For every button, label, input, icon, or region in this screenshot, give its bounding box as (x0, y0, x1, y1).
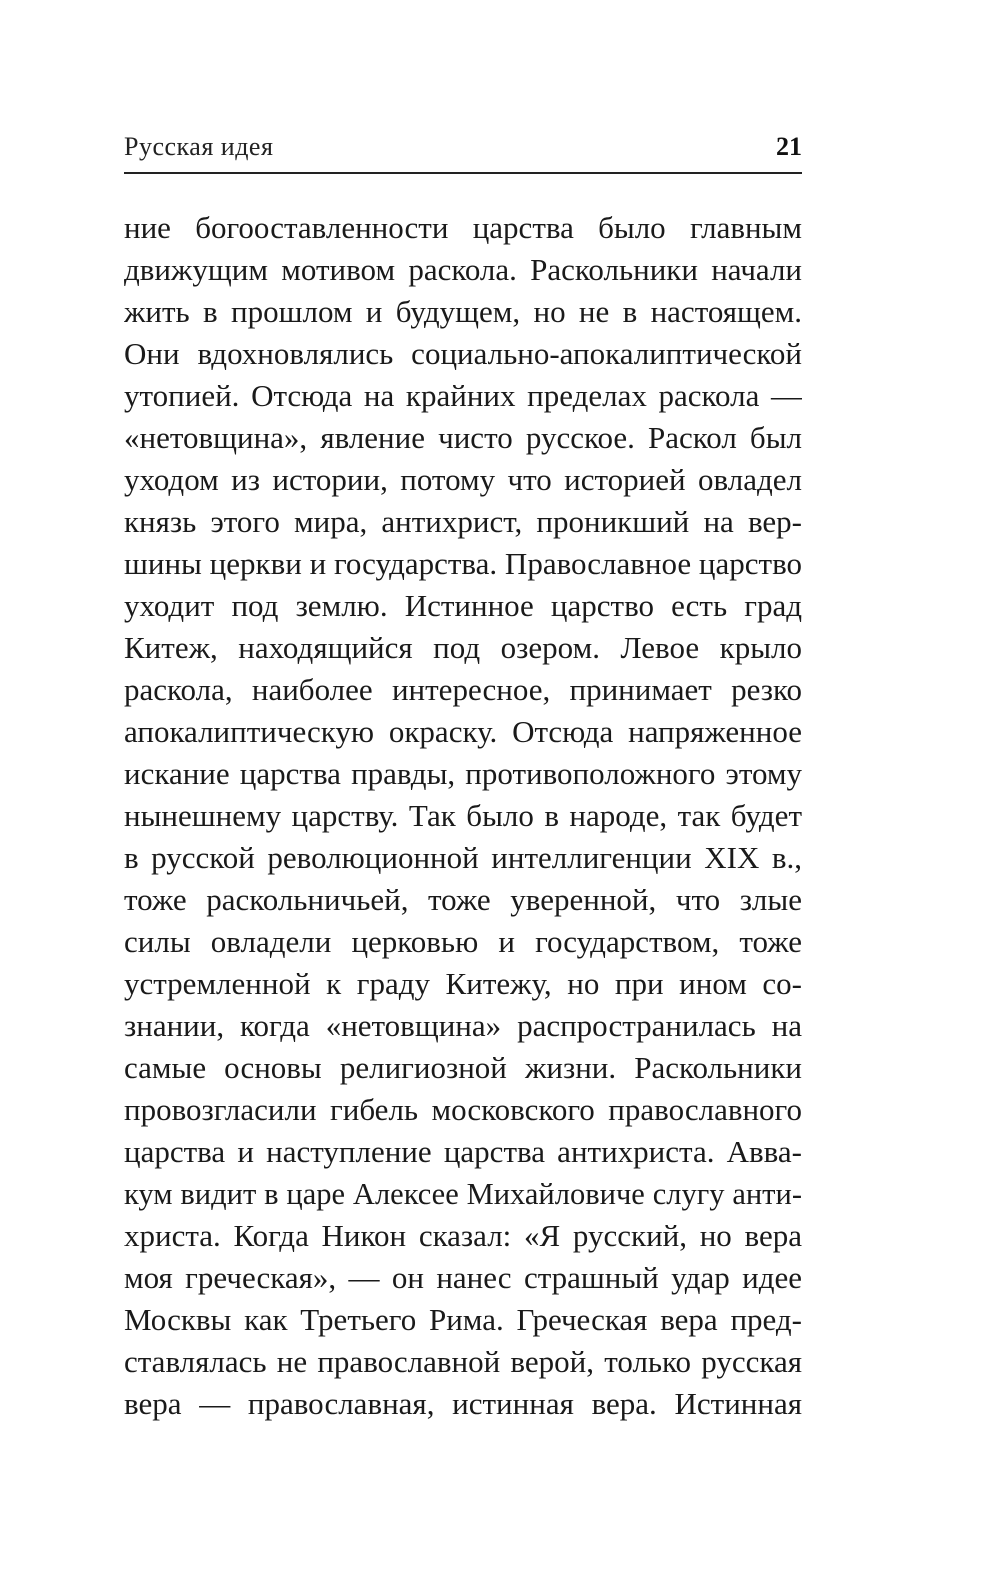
text-line: уходом из истории, потому что историей овладел (124, 462, 802, 497)
text-line: «нетовщина», явление чисто русское. Раскол был (124, 420, 802, 455)
text-line: знании, когда «нетовщина» распространилась на (124, 1008, 802, 1043)
text-line: ставлялась не православной верой, только русская (124, 1344, 802, 1379)
body-text (124, 207, 802, 1425)
text-line: самые основы религиозной жизни. Раскольники (124, 1050, 802, 1085)
header-rule (124, 172, 802, 174)
text-line: устремленной к граду Китежу, но при ином со- (124, 966, 802, 1001)
text-line: апокалиптическую окраску. Отсюда напряженное (124, 714, 802, 749)
text-line: искание царства правды, противоположного этому (124, 756, 802, 791)
text-line: вера — православная, истинная вера. Истинная (124, 1386, 802, 1421)
text-line: нынешнему царству. Так было в народе, так будет (124, 798, 802, 833)
text-line: ние богооставленности царства было главным (124, 210, 802, 245)
text-line: утопией. Отсюда на крайних пределах раскола — (124, 378, 802, 413)
text-line: кум видит в царе Алексее Михайловиче слугу анти- (124, 1177, 802, 1211)
text-line: жить в прошлом и будущем, но не в настоящем. (124, 294, 802, 329)
text-line: христа. Когда Никон сказал: «Я русский, но вера (124, 1218, 802, 1253)
text-line: силы овладели церковью и государством, тоже (124, 924, 802, 959)
text-line: в русской революционной интеллигенции XIX в., (124, 840, 802, 875)
running-header (124, 132, 802, 172)
text-line: раскола, наиболее интересное, принимает резко (124, 672, 802, 707)
text-line: шины церкви и государства. Православное царство (124, 546, 802, 581)
running-head-title: Русская идея (124, 132, 274, 161)
text-line: князь этого мира, антихрист, проникший на вер- (124, 504, 802, 539)
text-line: движущим мотивом раскола. Раскольники начали (124, 252, 802, 287)
text-line: царства и наступление царства антихриста. Авва- (124, 1134, 802, 1169)
page-number: 21 (776, 132, 802, 161)
text-line: Москвы как Третьего Рима. Греческая вера пред- (124, 1302, 802, 1337)
text-line: Они вдохновлялись социально-апокалиптической (124, 336, 802, 371)
text-line: уходит под землю. Истинное царство есть град (124, 588, 802, 623)
text-line: Китеж, находящийся под озером. Левое крыло (124, 630, 802, 665)
text-line: моя греческая», — он нанес страшный удар идее (124, 1260, 802, 1295)
text-line: провозгласили гибель московского православного (124, 1092, 802, 1127)
text-line: тоже раскольничьей, тоже уверенной, что злые (124, 882, 802, 917)
